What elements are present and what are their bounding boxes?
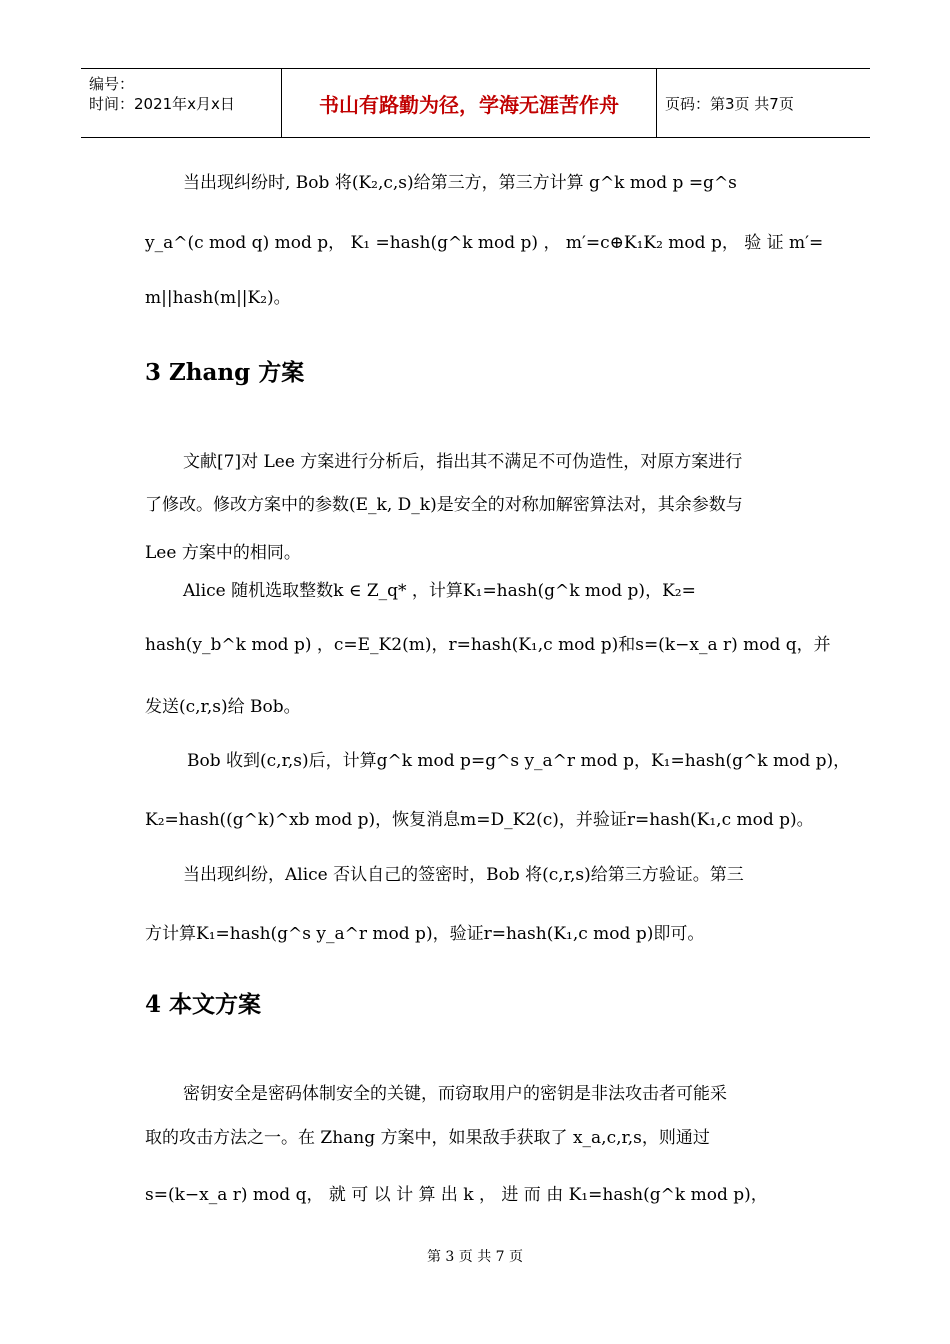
para5-line2: 方计算K₁=hash(g^s y_a^r mod p)，验证r=hash(K₁,c mod p)即可。: [145, 924, 705, 944]
para1-line3: m||hash(m||K₂)。: [145, 288, 291, 308]
para1-line1: 当出现纠纷时, Bob 将(K₂,c,s)给第三方，第三方计算 g^k mod p =g^s: [183, 173, 737, 193]
para6-line3: s=(k−x_a r) mod q， 就 可 以 计 算 出 k ， 进 而 由 K₁=hash(g^k mod p)，: [145, 1185, 768, 1205]
section-heading-4: 4 本文方案: [145, 991, 262, 1018]
para6-line1: 密钥安全是密码体制安全的关键，而窃取用户的密钥是非法攻击者可能采: [183, 1084, 727, 1104]
para3-line2: hash(y_b^k mod p) ，c=E_K2(m)，r=hash(K₁,c mod p)和s=(k−x_a r) mod q，并: [145, 635, 831, 655]
para4-line1: Bob 收到(c,r,s)后，计算g^k mod p=g^s y_a^r mod p，K₁=hash(g^k mod p)，: [187, 751, 851, 771]
number-label: 编号：: [89, 75, 135, 93]
section-heading-3: 3 Zhang 方案: [145, 359, 305, 386]
para2-line2: 了修改。修改方案中的参数(E_k, D_k)是安全的对称加解密算法对，其余参数与: [145, 495, 743, 515]
para2-line1: 文献[7]对 Lee 方案进行分析后，指出其不满足不可伪造性，对原方案进行: [183, 452, 743, 472]
header-meta: [81, 69, 281, 137]
header-page-label: 页码：第3页 共7页: [665, 94, 794, 113]
para3-line1: Alice 随机选取整数k ∈ Z_q* ，计算K₁=hash(g^k mod p)，K₂=: [183, 581, 696, 601]
para2-line3: Lee 方案中的相同。: [145, 543, 301, 563]
header-motto: 书山有路勤为径，学海无涯苦作舟: [281, 69, 657, 137]
para3-line3: 发送(c,r,s)给 Bob。: [145, 697, 301, 717]
para1-line2: y_a^(c mod q) mod p， K₁ =hash(g^k mod p) ， m′=c⊕K₁K₂ mod p， 验 证 m′=: [145, 233, 824, 253]
para4-line2: K₂=hash((g^k)^xb mod p)，恢复消息m=D_K2(c)，并验证r=hash(K₁,c mod p)。: [145, 810, 814, 830]
page-header: [81, 68, 870, 138]
time-label: 时间：2021年x月x日: [89, 95, 235, 113]
para6-line2: 取的攻击方法之一。在 Zhang 方案中，如果敌手获取了 x_a,c,r,s，则通过: [145, 1128, 710, 1148]
page-footer: 第 3 页 共 7 页: [426, 1249, 524, 1265]
para5-line1: 当出现纠纷，Alice 否认自己的签密时，Bob 将(c,r,s)给第三方验证。第三: [183, 865, 744, 885]
